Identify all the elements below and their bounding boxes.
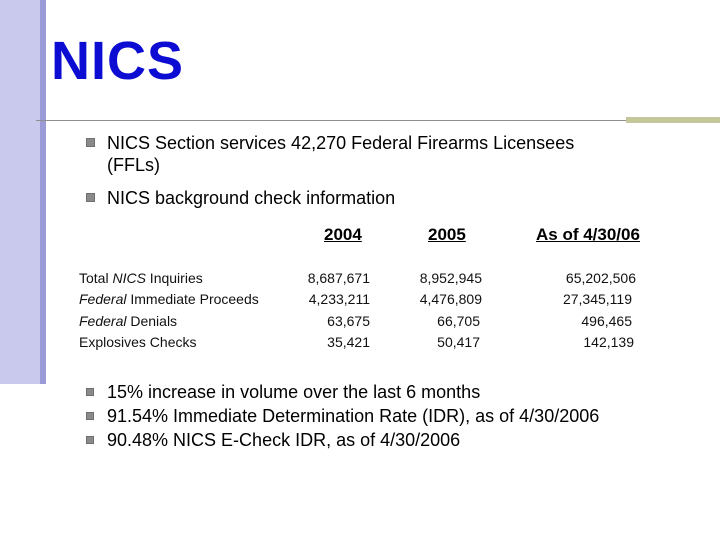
row-label-plain: Explosives Checks xyxy=(79,334,197,350)
row-label-denials xyxy=(79,313,177,329)
bullet-square-icon xyxy=(86,412,94,420)
cell-denials-2004: 63,675 xyxy=(327,313,370,329)
cell-explosives-2004: 35,421 xyxy=(327,334,370,350)
column-header-2005: 2005 xyxy=(428,225,466,244)
bullet-text: NICS Section services 42,270 Federal Firearms Licensees xyxy=(107,133,575,153)
row-label-italic: Federal xyxy=(79,313,127,329)
bullet-text-continued: (FFLs) xyxy=(107,155,160,175)
bullet-text: NICS background check information xyxy=(107,188,396,208)
divider-accent xyxy=(626,117,720,123)
row-label-italic: Federal xyxy=(79,291,127,307)
column-header-2004: 2004 xyxy=(324,225,362,244)
bullet-text: 90.48% NICS E-Check IDR, as of 4/30/2006 xyxy=(107,430,461,450)
row-label-rest: Immediate Proceeds xyxy=(126,291,259,307)
left-bar-stripe xyxy=(40,0,46,384)
row-label-rest: Inquiries xyxy=(145,270,203,286)
bullet-square-icon xyxy=(86,436,94,444)
bullet-text: 91.54% Immediate Determination Rate (IDR), as of 4/30/2006 xyxy=(107,406,600,426)
title-divider xyxy=(36,117,684,123)
cell-proceeds-ytd: 27,345,119 xyxy=(562,291,632,307)
cell-proceeds-2005: 4,476,809 xyxy=(419,291,482,307)
cell-proceeds-2004: 4,233,211 xyxy=(308,291,370,307)
column-header-ytd: As of 4/30/06 xyxy=(536,225,640,244)
row-label-plain: Total xyxy=(79,270,113,286)
row-label-explosives xyxy=(79,334,197,350)
cell-total-2005: 8,952,945 xyxy=(419,270,482,286)
cell-denials-2005: 66,705 xyxy=(437,313,480,329)
divider-line xyxy=(36,120,684,121)
bullet-square-icon xyxy=(86,388,94,396)
cell-total-ytd: 65,202,506 xyxy=(565,270,636,286)
bullet-square-icon xyxy=(86,193,95,202)
row-label-italic: NICS xyxy=(112,270,146,286)
row-label-immediate-proceeds xyxy=(79,291,259,307)
row-label-total-inquiries xyxy=(79,270,203,286)
bullet-square-icon xyxy=(86,138,95,147)
cell-explosives-ytd: 142,139 xyxy=(583,334,634,350)
cell-total-2004: 8,687,671 xyxy=(307,270,370,286)
bullet-text: 15% increase in volume over the last 6 months xyxy=(107,382,481,402)
cell-explosives-2005: 50,417 xyxy=(437,334,480,350)
cell-denials-ytd: 496,465 xyxy=(581,313,632,329)
slide-title: NICS xyxy=(51,31,185,91)
row-label-rest: Denials xyxy=(126,313,178,329)
